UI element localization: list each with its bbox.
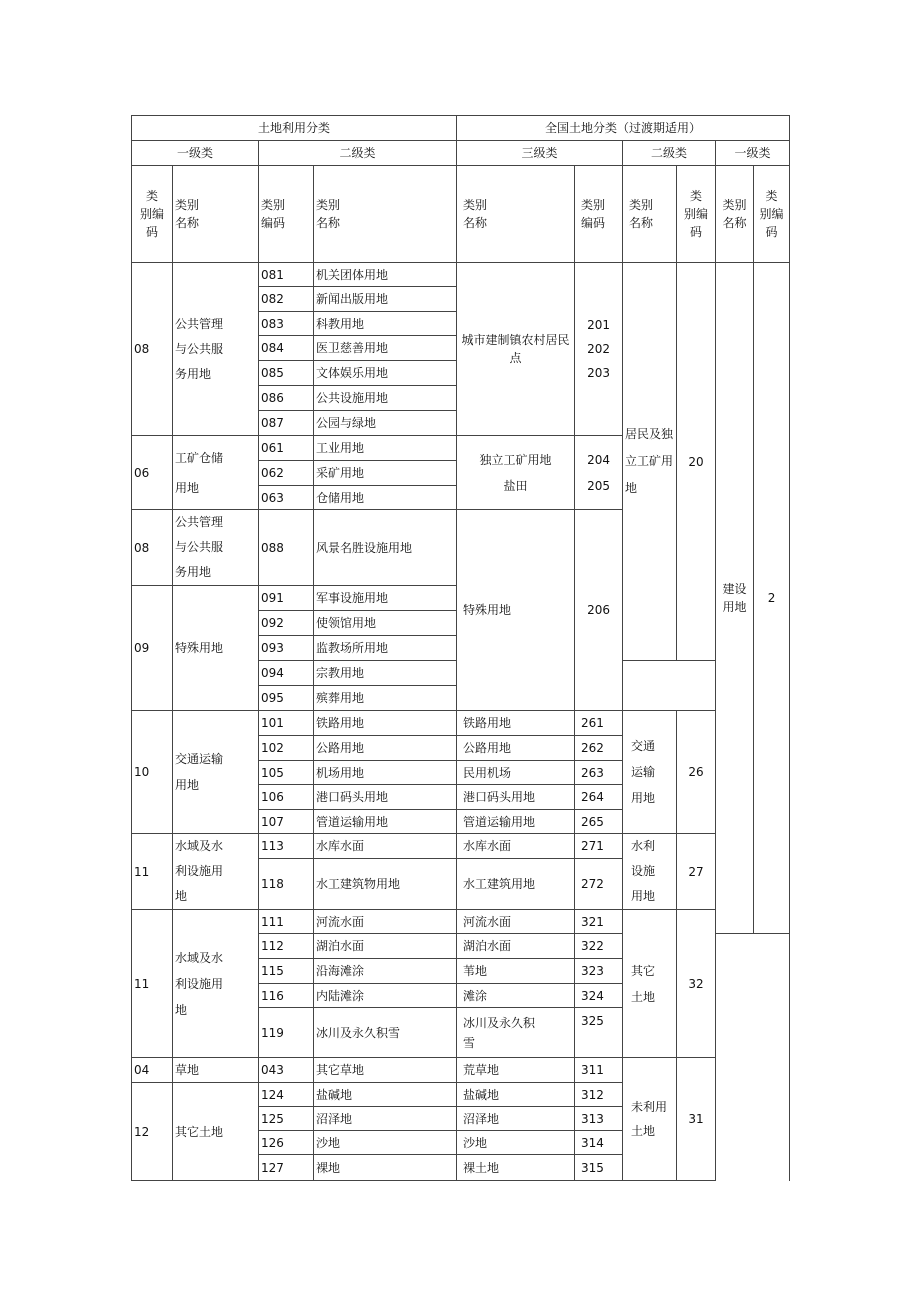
row-code: 118 [259, 858, 314, 909]
row-l3-code: 313 [575, 1107, 623, 1131]
group-name: 水域及水 利设施用 地 [173, 834, 259, 910]
l3-code: 204 205 [575, 436, 623, 510]
row-name: 宗教用地 [314, 661, 457, 686]
row-code: 084 [259, 336, 314, 361]
row-l3-code: 324 [575, 984, 623, 1008]
row-l3-code: 323 [575, 959, 623, 984]
row-name: 港口码头用地 [314, 785, 457, 810]
row-code: 116 [259, 984, 314, 1008]
row-name: 裸地 [314, 1155, 457, 1181]
row-code: 092 [259, 611, 314, 636]
row-l3-name: 河流水面 [457, 910, 575, 934]
l2-code-water: 27 [677, 834, 716, 910]
row-name: 河流水面 [314, 910, 457, 934]
row-code: 111 [259, 910, 314, 934]
row-code: 095 [259, 686, 314, 711]
row-code: 043 [259, 1058, 314, 1083]
row-name: 科教用地 [314, 312, 457, 336]
row-code: 088 [259, 510, 314, 586]
row-name: 文体娱乐用地 [314, 361, 457, 386]
row-name: 公园与绿地 [314, 411, 457, 436]
row-name: 水工建筑物用地 [314, 858, 457, 909]
group-name: 其它土地 [173, 1083, 259, 1181]
l3-name: 城市建制镇农村居民 点 [457, 263, 575, 436]
row-l3-name: 湖泊水面 [457, 934, 575, 959]
l3-name: 独立工矿用地 盐田 [457, 436, 575, 510]
row-name: 医卫慈善用地 [314, 336, 457, 361]
group-code: 11 [132, 910, 173, 1058]
header-national: 全国土地分类（过渡期适用） [457, 116, 790, 141]
row-l3-name: 水库水面 [457, 834, 575, 859]
row-l3-name: 滩涂 [457, 984, 575, 1008]
row-name: 新闻出版用地 [314, 287, 457, 312]
row-code: 102 [259, 736, 314, 761]
l2-name-transport: 交通 运输 用地 [623, 711, 677, 834]
group-code: 11 [132, 834, 173, 910]
l1-code-construction: 2 [754, 263, 790, 934]
row-name: 军事设施用地 [314, 586, 457, 611]
header-land-use: 土地利用分类 [132, 116, 457, 141]
row-name: 沿海滩涂 [314, 959, 457, 984]
l2-name-residential: 居民及独 立工矿用 地 [623, 263, 677, 661]
row-name: 工业用地 [314, 436, 457, 461]
col-code-c: 类别 编码 [575, 166, 623, 263]
col-code-a: 类 别编 码 [132, 166, 173, 263]
row-l3-code: 265 [575, 810, 623, 834]
row-l3-code: 263 [575, 761, 623, 785]
row-l3-name: 民用机场 [457, 761, 575, 785]
row-code: 126 [259, 1131, 314, 1155]
row-l3-code: 312 [575, 1083, 623, 1107]
col-name-a: 类别 名称 [173, 166, 259, 263]
header-level3-right: 三级类 [457, 141, 623, 166]
land-classification-table [131, 115, 790, 1181]
row-code: 119 [259, 1008, 314, 1058]
l3-code: 201 202 203 [575, 263, 623, 436]
row-code: 081 [259, 263, 314, 287]
row-code: 115 [259, 959, 314, 984]
row-l3-name: 苇地 [457, 959, 575, 984]
row-name: 沙地 [314, 1131, 457, 1155]
group-code: 09 [132, 586, 173, 711]
row-code: 082 [259, 287, 314, 312]
row-name: 内陆滩涂 [314, 984, 457, 1008]
row-code: 101 [259, 711, 314, 736]
row-l3-name: 水工建筑用地 [457, 858, 575, 909]
row-code: 087 [259, 411, 314, 436]
group-name: 公共管理 与公共服 务用地 [173, 263, 259, 436]
row-l3-code: 322 [575, 934, 623, 959]
l3-code: 206 [575, 510, 623, 711]
row-name: 公共设施用地 [314, 386, 457, 411]
header-level1-left: 一级类 [132, 141, 259, 166]
row-name: 盐碱地 [314, 1083, 457, 1107]
group-name: 交通运输 用地 [173, 711, 259, 834]
row-l3-name: 管道运输用地 [457, 810, 575, 834]
row-l3-code: 311 [575, 1058, 623, 1083]
l2-code-transport: 26 [677, 711, 716, 834]
row-name: 机关团体用地 [314, 263, 457, 287]
group-code: 12 [132, 1083, 173, 1181]
row-code: 113 [259, 834, 314, 859]
group-code: 10 [132, 711, 173, 834]
l2-name-other: 其它 土地 [623, 910, 677, 1058]
col-name-d: 类别 名称 [623, 166, 677, 263]
row-code: 062 [259, 461, 314, 486]
row-l3-name: 荒草地 [457, 1058, 575, 1083]
group-name: 公共管理 与公共服 务用地 [173, 510, 259, 586]
row-l3-name: 港口码头用地 [457, 785, 575, 810]
col-code-d: 类 别编码 [677, 166, 716, 263]
row-name: 监教场所用地 [314, 636, 457, 661]
group-code: 08 [132, 510, 173, 586]
row-code: 094 [259, 661, 314, 686]
group-name: 草地 [173, 1058, 259, 1083]
col-code-b: 类别 编码 [259, 166, 314, 263]
row-code: 085 [259, 361, 314, 386]
row-l3-name: 冰川及永久积 雪 [457, 1008, 575, 1058]
row-code: 105 [259, 761, 314, 785]
col-name-b: 类别 名称 [314, 166, 457, 263]
l2-code-other: 32 [677, 910, 716, 1058]
l3-name: 特殊用地 [457, 510, 575, 711]
group-name: 工矿仓储 用地 [173, 436, 259, 510]
row-l3-code: 314 [575, 1131, 623, 1155]
group-name: 特殊用地 [173, 586, 259, 711]
row-code: 086 [259, 386, 314, 411]
row-name: 仓储用地 [314, 486, 457, 510]
row-code: 127 [259, 1155, 314, 1181]
row-l3-code: 272 [575, 858, 623, 909]
group-name: 水域及水 利设施用 地 [173, 910, 259, 1058]
row-l3-code: 264 [575, 785, 623, 810]
row-l3-name: 盐碱地 [457, 1083, 575, 1107]
row-code: 125 [259, 1107, 314, 1131]
row-name: 管道运输用地 [314, 810, 457, 834]
row-l3-code: 325 [575, 1008, 623, 1058]
row-code: 091 [259, 586, 314, 611]
header-level2-left: 二级类 [259, 141, 457, 166]
row-name: 铁路用地 [314, 711, 457, 736]
row-code: 063 [259, 486, 314, 510]
row-l3-code: 315 [575, 1155, 623, 1181]
row-name: 公路用地 [314, 736, 457, 761]
row-l3-code: 261 [575, 711, 623, 736]
row-l3-name: 裸土地 [457, 1155, 575, 1181]
row-name: 使领馆用地 [314, 611, 457, 636]
l2-name-unused: 未利用 土地 [623, 1058, 677, 1181]
group-code: 06 [132, 436, 173, 510]
group-code: 08 [132, 263, 173, 436]
row-l3-name: 铁路用地 [457, 711, 575, 736]
row-code: 107 [259, 810, 314, 834]
header-level2-right: 二级类 [623, 141, 716, 166]
group-code: 04 [132, 1058, 173, 1083]
l2-code-residential: 20 [677, 263, 716, 661]
row-name: 湖泊水面 [314, 934, 457, 959]
col-name-c: 类别 名称 [457, 166, 575, 263]
row-l3-code: 321 [575, 910, 623, 934]
row-name: 机场用地 [314, 761, 457, 785]
l2-code-unused: 31 [677, 1058, 716, 1181]
header-level1-right: 一级类 [716, 141, 790, 166]
row-name: 采矿用地 [314, 461, 457, 486]
row-code: 112 [259, 934, 314, 959]
row-name: 冰川及永久积雪 [314, 1008, 457, 1058]
row-code: 083 [259, 312, 314, 336]
col-code-e: 类 别编 码 [754, 166, 790, 263]
row-code: 124 [259, 1083, 314, 1107]
row-name: 沼泽地 [314, 1107, 457, 1131]
row-name: 风景名胜设施用地 [314, 510, 457, 586]
row-l3-name: 公路用地 [457, 736, 575, 761]
row-name: 殡葬用地 [314, 686, 457, 711]
row-code: 106 [259, 785, 314, 810]
row-name: 其它草地 [314, 1058, 457, 1083]
row-code: 093 [259, 636, 314, 661]
row-l3-code: 262 [575, 736, 623, 761]
l2-name-water: 水利 设施 用地 [623, 834, 677, 910]
row-l3-code: 271 [575, 834, 623, 859]
row-name: 水库水面 [314, 834, 457, 859]
row-l3-name: 沼泽地 [457, 1107, 575, 1131]
row-l3-name: 沙地 [457, 1131, 575, 1155]
l1-name-construction: 建设 用地 [716, 263, 754, 934]
col-name-e: 类别 名称 [716, 166, 754, 263]
row-code: 061 [259, 436, 314, 461]
